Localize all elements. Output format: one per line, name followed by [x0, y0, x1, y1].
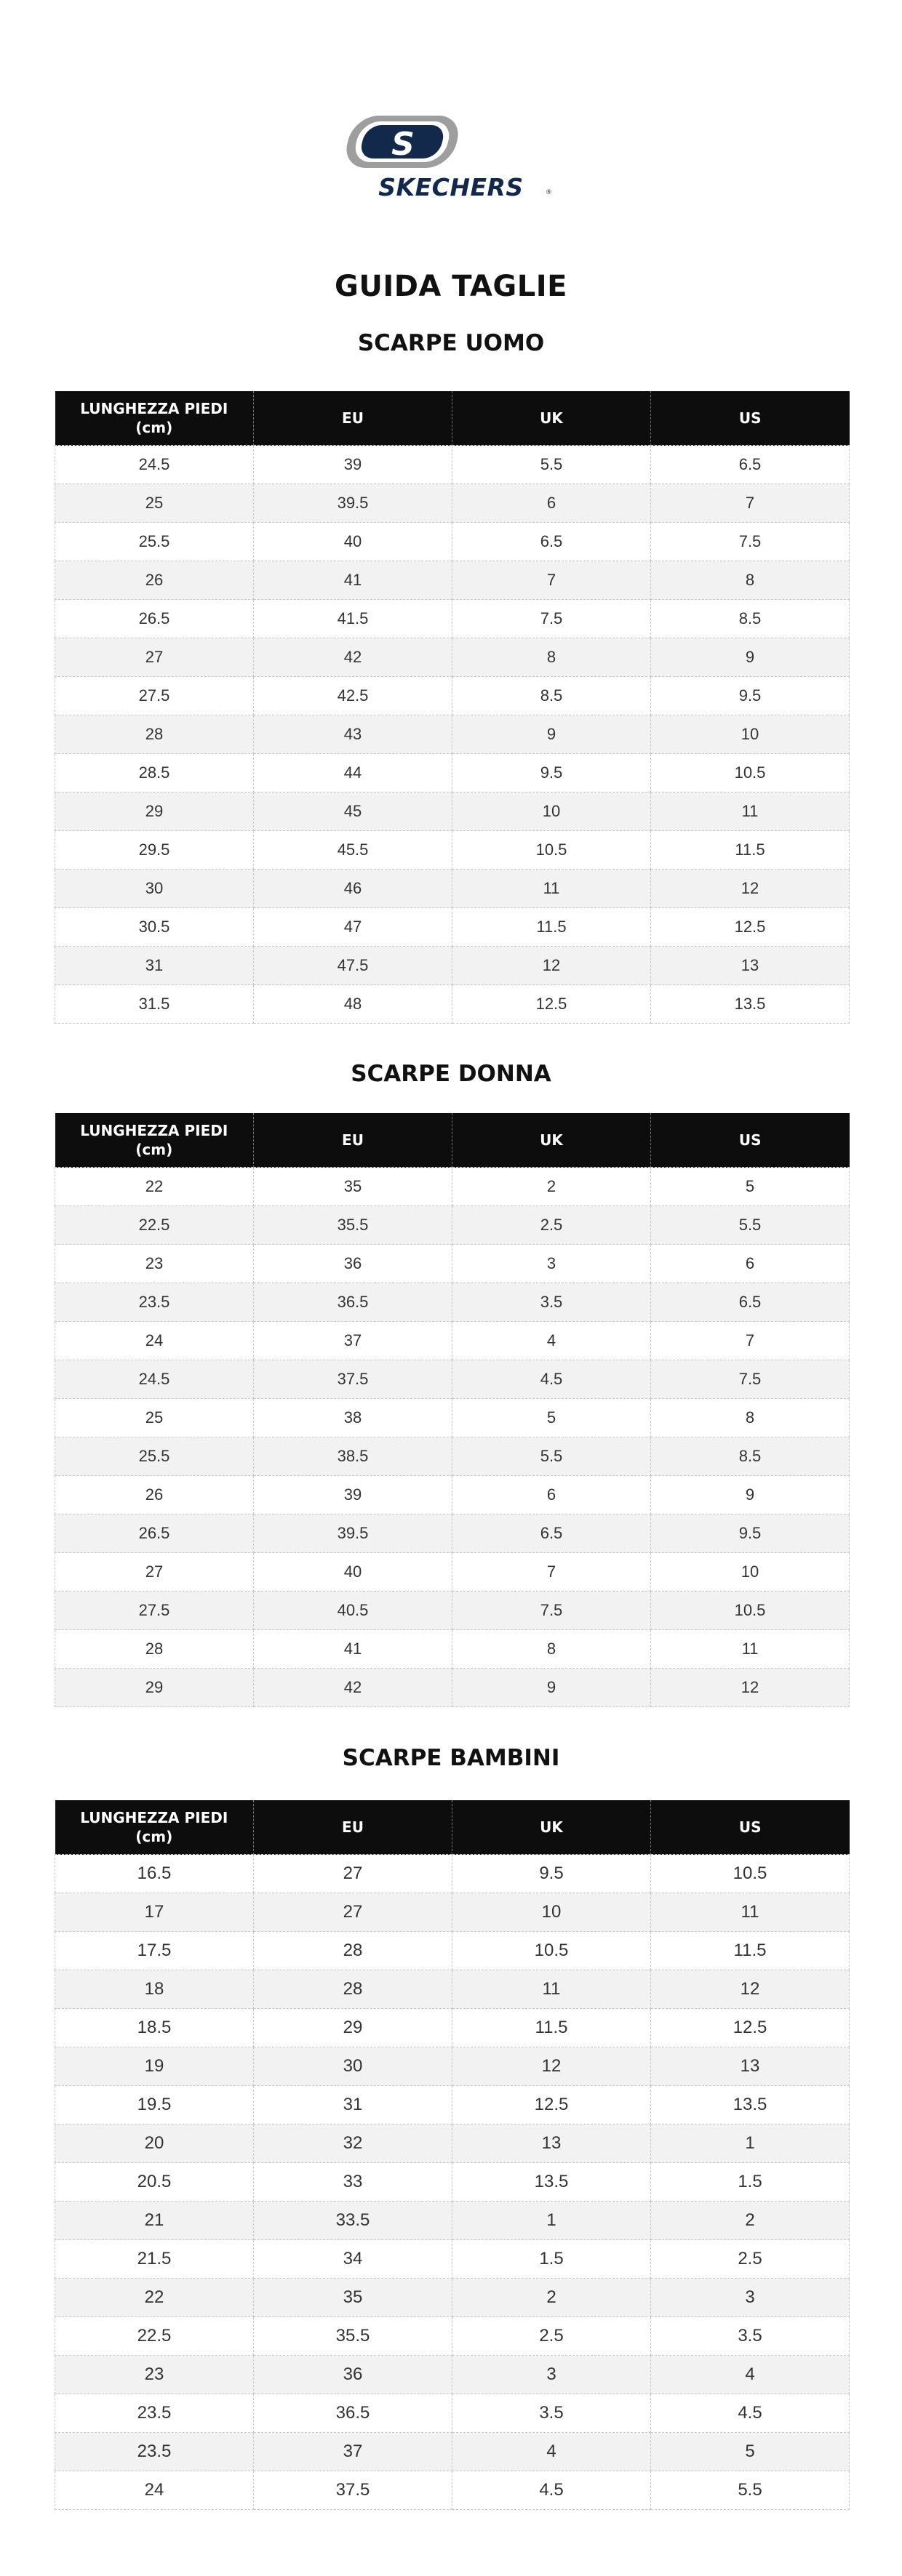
header-uk: UK: [452, 1800, 651, 1855]
cell-uk: 10: [452, 1893, 651, 1932]
cell-uk: 7: [452, 561, 651, 600]
table-row: [55, 715, 850, 754]
cell-uk: 11: [452, 1970, 651, 2009]
cell-foot-length: 26: [55, 1476, 254, 1514]
cell-uk: 2.5: [452, 1206, 651, 1245]
cell-foot-length: 24.5: [55, 446, 254, 484]
cell-eu: 39.5: [254, 484, 452, 523]
table-row: [55, 2009, 850, 2047]
table-row: [55, 870, 850, 908]
cell-foot-length: 19: [55, 2047, 254, 2086]
cell-us: 3: [651, 2279, 850, 2317]
cell-us: 5: [651, 1168, 850, 1206]
table-row: [55, 2317, 850, 2356]
table-row: [55, 1322, 850, 1360]
cell-eu: 40: [254, 523, 452, 561]
cell-uk: 6.5: [452, 523, 651, 561]
cell-us: 5.5: [651, 1206, 850, 1245]
cell-uk: 2: [452, 1168, 651, 1206]
table-row: [55, 793, 850, 831]
cell-eu: 39: [254, 446, 452, 484]
cell-eu: 36: [254, 2356, 452, 2394]
header-us: US: [651, 1113, 850, 1168]
cell-us: 1: [651, 2124, 850, 2163]
table-row: [55, 947, 850, 985]
cell-us: 12.5: [651, 908, 850, 947]
cell-us: 6: [651, 1245, 850, 1283]
table-row: [55, 446, 850, 484]
header-foot-length: LUNGHEZZA PIEDI (cm): [55, 1113, 254, 1168]
cell-foot-length: 23: [55, 1245, 254, 1283]
cell-eu: 36: [254, 1245, 452, 1283]
table-row: [55, 1206, 850, 1245]
cell-us: 12: [651, 1669, 850, 1707]
cell-foot-length: 27.5: [55, 1592, 254, 1630]
cell-foot-length: 31.5: [55, 985, 254, 1024]
cell-us: 9.5: [651, 677, 850, 715]
cell-eu: 36.5: [254, 1283, 452, 1322]
cell-us: 9: [651, 638, 850, 677]
table-row: [55, 2279, 850, 2317]
cell-us: 10.5: [651, 1592, 850, 1630]
cell-foot-length: 25.5: [55, 523, 254, 561]
cell-us: 13.5: [651, 2086, 850, 2124]
table-row: [55, 1855, 850, 1893]
brand-logo: [342, 113, 560, 200]
cell-uk: 8.5: [452, 677, 651, 715]
cell-uk: 11.5: [452, 908, 651, 947]
cell-foot-length: 17.5: [55, 1932, 254, 1970]
table-row: [55, 561, 850, 600]
header-uk: UK: [452, 391, 651, 446]
table-row: [55, 2471, 850, 2510]
table-row: [55, 600, 850, 638]
cell-eu: 41.5: [254, 600, 452, 638]
table-row: [55, 2433, 850, 2471]
cell-eu: 41: [254, 561, 452, 600]
cell-eu: 45: [254, 793, 452, 831]
table-row: [55, 1932, 850, 1970]
cell-uk: 8: [452, 638, 651, 677]
cell-us: 4: [651, 2356, 850, 2394]
cell-eu: 35.5: [254, 1206, 452, 1245]
cell-uk: 6.5: [452, 1514, 651, 1553]
table-body: [55, 1168, 850, 1707]
page-title: GUIDA TAGLIE: [335, 270, 567, 303]
table-row: [55, 1669, 850, 1707]
cell-eu: 36.5: [254, 2394, 452, 2433]
table-body: [55, 1855, 850, 2510]
header-foot-length: LUNGHEZZA PIEDI (cm): [55, 1800, 254, 1855]
table-row: [55, 1399, 850, 1437]
cell-eu: 42.5: [254, 677, 452, 715]
cell-foot-length: 23.5: [55, 2394, 254, 2433]
cell-foot-length: 16.5: [55, 1855, 254, 1893]
cell-uk: 4: [452, 1322, 651, 1360]
cell-foot-length: 25.5: [55, 1437, 254, 1476]
cell-us: 11.5: [651, 1932, 850, 1970]
cell-uk: 10.5: [452, 831, 651, 870]
cell-eu: 28: [254, 1970, 452, 2009]
cell-uk: 11: [452, 870, 651, 908]
cell-eu: 34: [254, 2240, 452, 2279]
cell-eu: 35: [254, 1168, 452, 1206]
cell-us: 11.5: [651, 831, 850, 870]
cell-eu: 41: [254, 1630, 452, 1669]
cell-uk: 8: [452, 1630, 651, 1669]
cell-uk: 1: [452, 2202, 651, 2240]
cell-eu: 35: [254, 2279, 452, 2317]
cell-us: 7.5: [651, 1360, 850, 1399]
table-row: [55, 1592, 850, 1630]
cell-eu: 37: [254, 1322, 452, 1360]
cell-uk: 7.5: [452, 1592, 651, 1630]
cell-eu: 37: [254, 2433, 452, 2471]
cell-uk: 4.5: [452, 2471, 651, 2510]
table-row: [55, 638, 850, 677]
cell-us: 13: [651, 2047, 850, 2086]
cell-uk: 2.5: [452, 2317, 651, 2356]
cell-foot-length: 24: [55, 1322, 254, 1360]
cell-foot-length: 21.5: [55, 2240, 254, 2279]
cell-us: 12.5: [651, 2009, 850, 2047]
header-uk: UK: [452, 1113, 651, 1168]
cell-uk: 9.5: [452, 1855, 651, 1893]
cell-foot-length: 29.5: [55, 831, 254, 870]
cell-us: 7.5: [651, 523, 850, 561]
cell-foot-length: 20: [55, 2124, 254, 2163]
cell-foot-length: 18: [55, 1970, 254, 2009]
cell-eu: 37.5: [254, 1360, 452, 1399]
size-table-kids: [55, 1800, 850, 2510]
cell-uk: 13.5: [452, 2163, 651, 2202]
cell-us: 2.5: [651, 2240, 850, 2279]
cell-eu: 27: [254, 1855, 452, 1893]
cell-eu: 48: [254, 985, 452, 1024]
table-row: [55, 1893, 850, 1932]
cell-foot-length: 20.5: [55, 2163, 254, 2202]
cell-foot-length: 26.5: [55, 600, 254, 638]
cell-us: 10: [651, 715, 850, 754]
cell-us: 8: [651, 561, 850, 600]
cell-uk: 6: [452, 484, 651, 523]
cell-us: 5.5: [651, 2471, 850, 2510]
svg-text:S: S: [391, 126, 415, 163]
cell-us: 8: [651, 1399, 850, 1437]
cell-uk: 3.5: [452, 2394, 651, 2433]
cell-eu: 35.5: [254, 2317, 452, 2356]
cell-eu: 40.5: [254, 1592, 452, 1630]
cell-foot-length: 22.5: [55, 1206, 254, 1245]
cell-foot-length: 30.5: [55, 908, 254, 947]
cell-us: 9.5: [651, 1514, 850, 1553]
cell-foot-length: 22: [55, 2279, 254, 2317]
cell-foot-length: 27: [55, 1553, 254, 1592]
table-body: [55, 446, 850, 1024]
cell-uk: 12.5: [452, 985, 651, 1024]
cell-eu: 45.5: [254, 831, 452, 870]
table-row: [55, 2086, 850, 2124]
cell-eu: 43: [254, 715, 452, 754]
table-row: [55, 1360, 850, 1399]
section-title-men: SCARPE UOMO: [357, 330, 545, 356]
cell-uk: 3.5: [452, 1283, 651, 1322]
cell-eu: 42: [254, 1669, 452, 1707]
cell-eu: 33.5: [254, 2202, 452, 2240]
cell-foot-length: 29: [55, 1669, 254, 1707]
cell-us: 10.5: [651, 1855, 850, 1893]
cell-eu: 32: [254, 2124, 452, 2163]
brand-wordmark: SKECHERS: [378, 173, 524, 200]
cell-uk: 4: [452, 2433, 651, 2471]
cell-uk: 3: [452, 2356, 651, 2394]
cell-us: 12: [651, 1970, 850, 2009]
header-foot-length: LUNGHEZZA PIEDI (cm): [55, 391, 254, 446]
table-row: [55, 1476, 850, 1514]
cell-foot-length: 25: [55, 1399, 254, 1437]
table-row: [55, 2124, 850, 2163]
table-row: [55, 2047, 850, 2086]
cell-us: 13: [651, 947, 850, 985]
cell-us: 13.5: [651, 985, 850, 1024]
cell-foot-length: 27.5: [55, 677, 254, 715]
cell-uk: 12: [452, 947, 651, 985]
cell-eu: 27: [254, 1893, 452, 1932]
cell-us: 9: [651, 1476, 850, 1514]
cell-eu: 44: [254, 754, 452, 793]
cell-uk: 5: [452, 1399, 651, 1437]
cell-uk: 12: [452, 2047, 651, 2086]
cell-eu: 47.5: [254, 947, 452, 985]
table-row: [55, 2394, 850, 2433]
table-row: [55, 908, 850, 947]
cell-eu: 47: [254, 908, 452, 947]
cell-us: 10: [651, 1553, 850, 1592]
cell-uk: 9.5: [452, 754, 651, 793]
cell-uk: 9: [452, 1669, 651, 1707]
cell-uk: 5.5: [452, 446, 651, 484]
cell-eu: 33: [254, 2163, 452, 2202]
table-row: [55, 831, 850, 870]
cell-eu: 39: [254, 1476, 452, 1514]
cell-uk: 2: [452, 2279, 651, 2317]
cell-foot-length: 27: [55, 638, 254, 677]
cell-foot-length: 23.5: [55, 1283, 254, 1322]
cell-us: 2: [651, 2202, 850, 2240]
cell-us: 1.5: [651, 2163, 850, 2202]
cell-uk: 13: [452, 2124, 651, 2163]
cell-foot-length: 23.5: [55, 2433, 254, 2471]
cell-us: 6.5: [651, 1283, 850, 1322]
table-row: [55, 1553, 850, 1592]
cell-eu: 38.5: [254, 1437, 452, 1476]
cell-uk: 1.5: [452, 2240, 651, 2279]
cell-eu: 42: [254, 638, 452, 677]
table-header-row: [55, 1113, 850, 1168]
cell-uk: 10: [452, 793, 651, 831]
cell-foot-length: 29: [55, 793, 254, 831]
cell-foot-length: 28: [55, 1630, 254, 1669]
cell-us: 5: [651, 2433, 850, 2471]
cell-foot-length: 22: [55, 1168, 254, 1206]
cell-us: 11: [651, 1630, 850, 1669]
size-table-women: [55, 1113, 850, 1707]
cell-foot-length: 28.5: [55, 754, 254, 793]
cell-us: 4.5: [651, 2394, 850, 2433]
cell-uk: 4.5: [452, 1360, 651, 1399]
cell-us: 7: [651, 1322, 850, 1360]
cell-eu: 28: [254, 1932, 452, 1970]
header-eu: EU: [254, 1113, 452, 1168]
cell-uk: 6: [452, 1476, 651, 1514]
cell-foot-length: 30: [55, 870, 254, 908]
cell-eu: 37.5: [254, 2471, 452, 2510]
table-row: [55, 2240, 850, 2279]
cell-foot-length: 26: [55, 561, 254, 600]
cell-uk: 11.5: [452, 2009, 651, 2047]
table-row: [55, 1283, 850, 1322]
cell-eu: 40: [254, 1553, 452, 1592]
skechers-logo-icon: [342, 113, 560, 200]
cell-us: 12: [651, 870, 850, 908]
header-us: US: [651, 391, 850, 446]
cell-foot-length: 19.5: [55, 2086, 254, 2124]
cell-eu: 31: [254, 2086, 452, 2124]
cell-foot-length: 24.5: [55, 1360, 254, 1399]
cell-us: 11: [651, 1893, 850, 1932]
cell-foot-length: 21: [55, 2202, 254, 2240]
cell-foot-length: 22.5: [55, 2317, 254, 2356]
cell-eu: 46: [254, 870, 452, 908]
header-eu: EU: [254, 391, 452, 446]
cell-eu: 39.5: [254, 1514, 452, 1553]
svg-text:®: ®: [546, 189, 552, 196]
cell-eu: 38: [254, 1399, 452, 1437]
table-row: [55, 2356, 850, 2394]
cell-uk: 7.5: [452, 600, 651, 638]
table-header-row: [55, 391, 850, 446]
table-row: [55, 754, 850, 793]
table-row: [55, 677, 850, 715]
cell-us: 10.5: [651, 754, 850, 793]
table-row: [55, 1970, 850, 2009]
cell-foot-length: 17: [55, 1893, 254, 1932]
cell-foot-length: 18.5: [55, 2009, 254, 2047]
table-row: [55, 1630, 850, 1669]
cell-uk: 12.5: [452, 2086, 651, 2124]
table-row: [55, 1168, 850, 1206]
cell-uk: 10.5: [452, 1932, 651, 1970]
section-title-kids: SCARPE BAMBINI: [342, 1745, 560, 1771]
table-row: [55, 484, 850, 523]
cell-eu: 30: [254, 2047, 452, 2086]
cell-us: 7: [651, 484, 850, 523]
cell-us: 6.5: [651, 446, 850, 484]
table-row: [55, 2202, 850, 2240]
table-row: [55, 1245, 850, 1283]
header-eu: EU: [254, 1800, 452, 1855]
cell-foot-length: 25: [55, 484, 254, 523]
section-title-women: SCARPE DONNA: [351, 1061, 551, 1087]
cell-uk: 5.5: [452, 1437, 651, 1476]
table-row: [55, 2163, 850, 2202]
table-header-row: [55, 1800, 850, 1855]
cell-uk: 9: [452, 715, 651, 754]
cell-uk: 7: [452, 1553, 651, 1592]
table-row: [55, 1437, 850, 1476]
cell-foot-length: 28: [55, 715, 254, 754]
cell-us: 11: [651, 793, 850, 831]
cell-eu: 29: [254, 2009, 452, 2047]
table-row: [55, 1514, 850, 1553]
size-table-men: [55, 391, 850, 1024]
table-row: [55, 985, 850, 1024]
cell-foot-length: 23: [55, 2356, 254, 2394]
table-row: [55, 523, 850, 561]
cell-us: 3.5: [651, 2317, 850, 2356]
cell-foot-length: 26.5: [55, 1514, 254, 1553]
cell-uk: 3: [452, 1245, 651, 1283]
cell-us: 8.5: [651, 1437, 850, 1476]
header-us: US: [651, 1800, 850, 1855]
cell-foot-length: 24: [55, 2471, 254, 2510]
cell-us: 8.5: [651, 600, 850, 638]
cell-foot-length: 31: [55, 947, 254, 985]
